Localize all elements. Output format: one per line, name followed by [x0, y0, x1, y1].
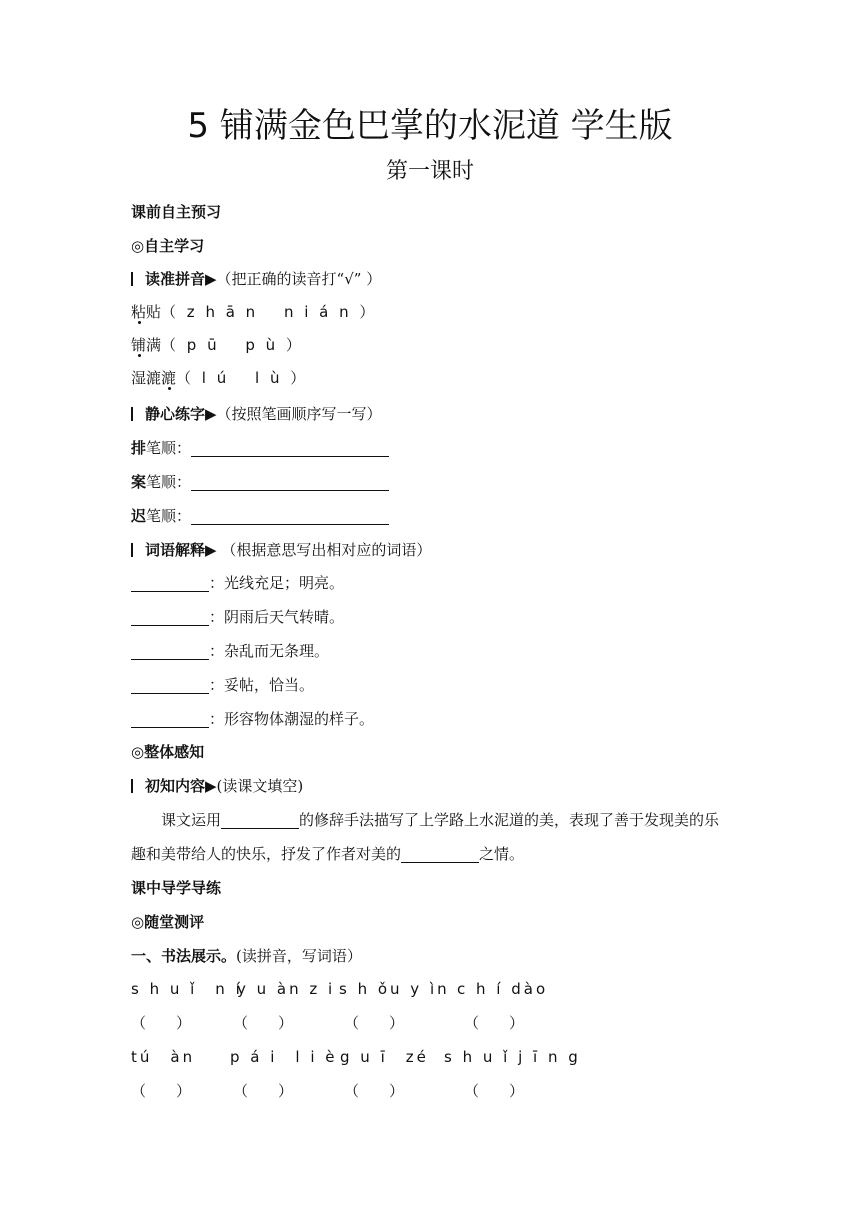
heading-bar — [131, 407, 133, 421]
pinyin-char: 湿漉 — [131, 369, 162, 387]
vocab-answer-blank[interactable] — [131, 611, 209, 626]
section-in-class: 课中导学导练 — [131, 879, 222, 897]
quiz-heading: ◎随堂测评 — [131, 913, 205, 931]
vocab-row — [131, 640, 329, 662]
content-heading-row — [131, 775, 303, 797]
content-paragraph-line1 — [161, 809, 719, 831]
pinyin-options: （ z h ā n n i á n ） — [161, 303, 378, 321]
answer-parentheses[interactable]: （ ） — [464, 1082, 525, 1100]
stroke-char: 案 — [131, 473, 147, 491]
stroke-heading: 静心练字▶ — [145, 405, 217, 423]
stroke-answer-blank[interactable] — [191, 510, 389, 525]
pinyin-char: 贴 — [146, 303, 162, 321]
vocab-row — [131, 606, 344, 628]
section-pre-class: 课前自主预习 — [131, 203, 222, 221]
page-subtitle: 第一课时 — [385, 159, 474, 184]
vocab-answer-blank[interactable] — [131, 679, 209, 694]
stroke-label: 笔顺： — [146, 507, 192, 525]
answer-parentheses[interactable]: （ ） — [233, 1014, 294, 1032]
heading-bar — [131, 272, 133, 286]
stroke-label: 笔顺： — [146, 473, 192, 491]
answer-parentheses[interactable]: （ ） — [464, 1014, 525, 1032]
stroke-char: 排 — [131, 439, 147, 457]
heading-bar — [131, 543, 133, 557]
stroke-row — [131, 437, 389, 459]
vocab-definition: ：妥帖，恰当。 — [209, 676, 315, 694]
pinyin-prompt: p á i l i è — [230, 1048, 338, 1066]
calligraphy-note: (读拼音，写词语） — [236, 947, 362, 965]
paragraph-text: 的修辞手法描写了上学路上水泥道的美，表现了善于发现美的乐 — [299, 811, 720, 829]
vocab-row — [131, 674, 314, 696]
stroke-row — [131, 471, 389, 493]
vocab-row — [131, 572, 344, 594]
stroke-note: （按照笔画顺序写一写） — [216, 405, 382, 423]
vocab-heading: 词语解释▶ — [145, 541, 217, 559]
pinyin-prompt: tú àn — [131, 1048, 196, 1066]
pinyin-char: 满 — [146, 336, 162, 354]
stroke-heading-row — [131, 403, 382, 425]
content-answer-blank[interactable] — [221, 814, 299, 829]
pinyin-prompt: y u àn z i — [237, 980, 336, 998]
answer-parentheses[interactable]: （ ） — [344, 1014, 405, 1032]
answer-parentheses[interactable]: （ ） — [233, 1082, 294, 1100]
calligraphy-heading-row — [131, 945, 362, 967]
pinyin-options: （ l ú l ù ） — [176, 369, 309, 387]
paragraph-text: 之情。 — [479, 845, 525, 863]
vocab-row — [131, 708, 374, 730]
pinyin-prompt: g u ī zé — [340, 1048, 429, 1066]
vocab-answer-blank[interactable] — [131, 645, 209, 660]
pinyin-prompt: s h ǒu y ìn — [339, 980, 450, 998]
paragraph-text: 趣和美带给人的快乐，抒发了作者对美的 — [131, 845, 402, 863]
vocab-answer-blank[interactable] — [131, 577, 209, 592]
pinyin-prompt: s h u ǐ n í — [131, 980, 243, 998]
overall-heading: ◎整体感知 — [131, 743, 205, 761]
pinyin-note: （把正确的读音打“√” ） — [216, 270, 382, 288]
dotted-char: 粘 — [131, 303, 147, 321]
pinyin-prompt: s h u ǐ j ī n g — [444, 1048, 581, 1066]
stroke-row — [131, 505, 389, 527]
pinyin-options: （ p ū p ù ） — [161, 336, 304, 354]
content-heading: 初知内容▶ — [145, 777, 217, 795]
vocab-answer-blank[interactable] — [131, 713, 209, 728]
content-answer-blank[interactable] — [401, 848, 479, 863]
vocab-definition: ：杂乱而无条理。 — [209, 642, 330, 660]
dotted-char: 铺 — [131, 336, 147, 354]
pinyin-item — [131, 301, 377, 323]
vocab-definition: ：形容物体潮湿的样子。 — [209, 710, 375, 728]
content-paragraph-line2 — [131, 843, 524, 865]
heading-bar — [131, 779, 133, 793]
stroke-label: 笔顺： — [146, 439, 192, 457]
answer-parentheses[interactable]: （ ） — [131, 1014, 192, 1032]
calligraphy-heading: 一、书法展示。 — [131, 947, 237, 965]
self-study-heading: ◎自主学习 — [131, 237, 205, 255]
vocab-heading-row — [131, 539, 431, 561]
pinyin-prompt: c h í dào — [457, 980, 549, 998]
vocab-definition: ：阴雨后天气转晴。 — [209, 608, 345, 626]
dotted-char: 漉 — [161, 369, 177, 387]
vocab-definition: ：光线充足；明亮。 — [209, 574, 345, 592]
answer-parentheses[interactable]: （ ） — [344, 1082, 405, 1100]
paragraph-text: 课文运用 — [161, 811, 222, 829]
stroke-char: 迟 — [131, 507, 147, 525]
pinyin-heading: 读准拼音▶ — [145, 270, 217, 288]
pinyin-item — [131, 367, 308, 389]
stroke-answer-blank[interactable] — [191, 476, 389, 491]
page-title: 5 铺满金色巴掌的水泥道 学生版 — [187, 106, 673, 146]
content-note: (读课文填空) — [216, 777, 304, 795]
pinyin-heading-row — [131, 268, 381, 290]
answer-parentheses[interactable]: （ ） — [131, 1082, 192, 1100]
vocab-note: （根据意思写出相对应的词语） — [216, 541, 432, 559]
stroke-answer-blank[interactable] — [191, 442, 389, 457]
pinyin-item — [131, 334, 304, 356]
